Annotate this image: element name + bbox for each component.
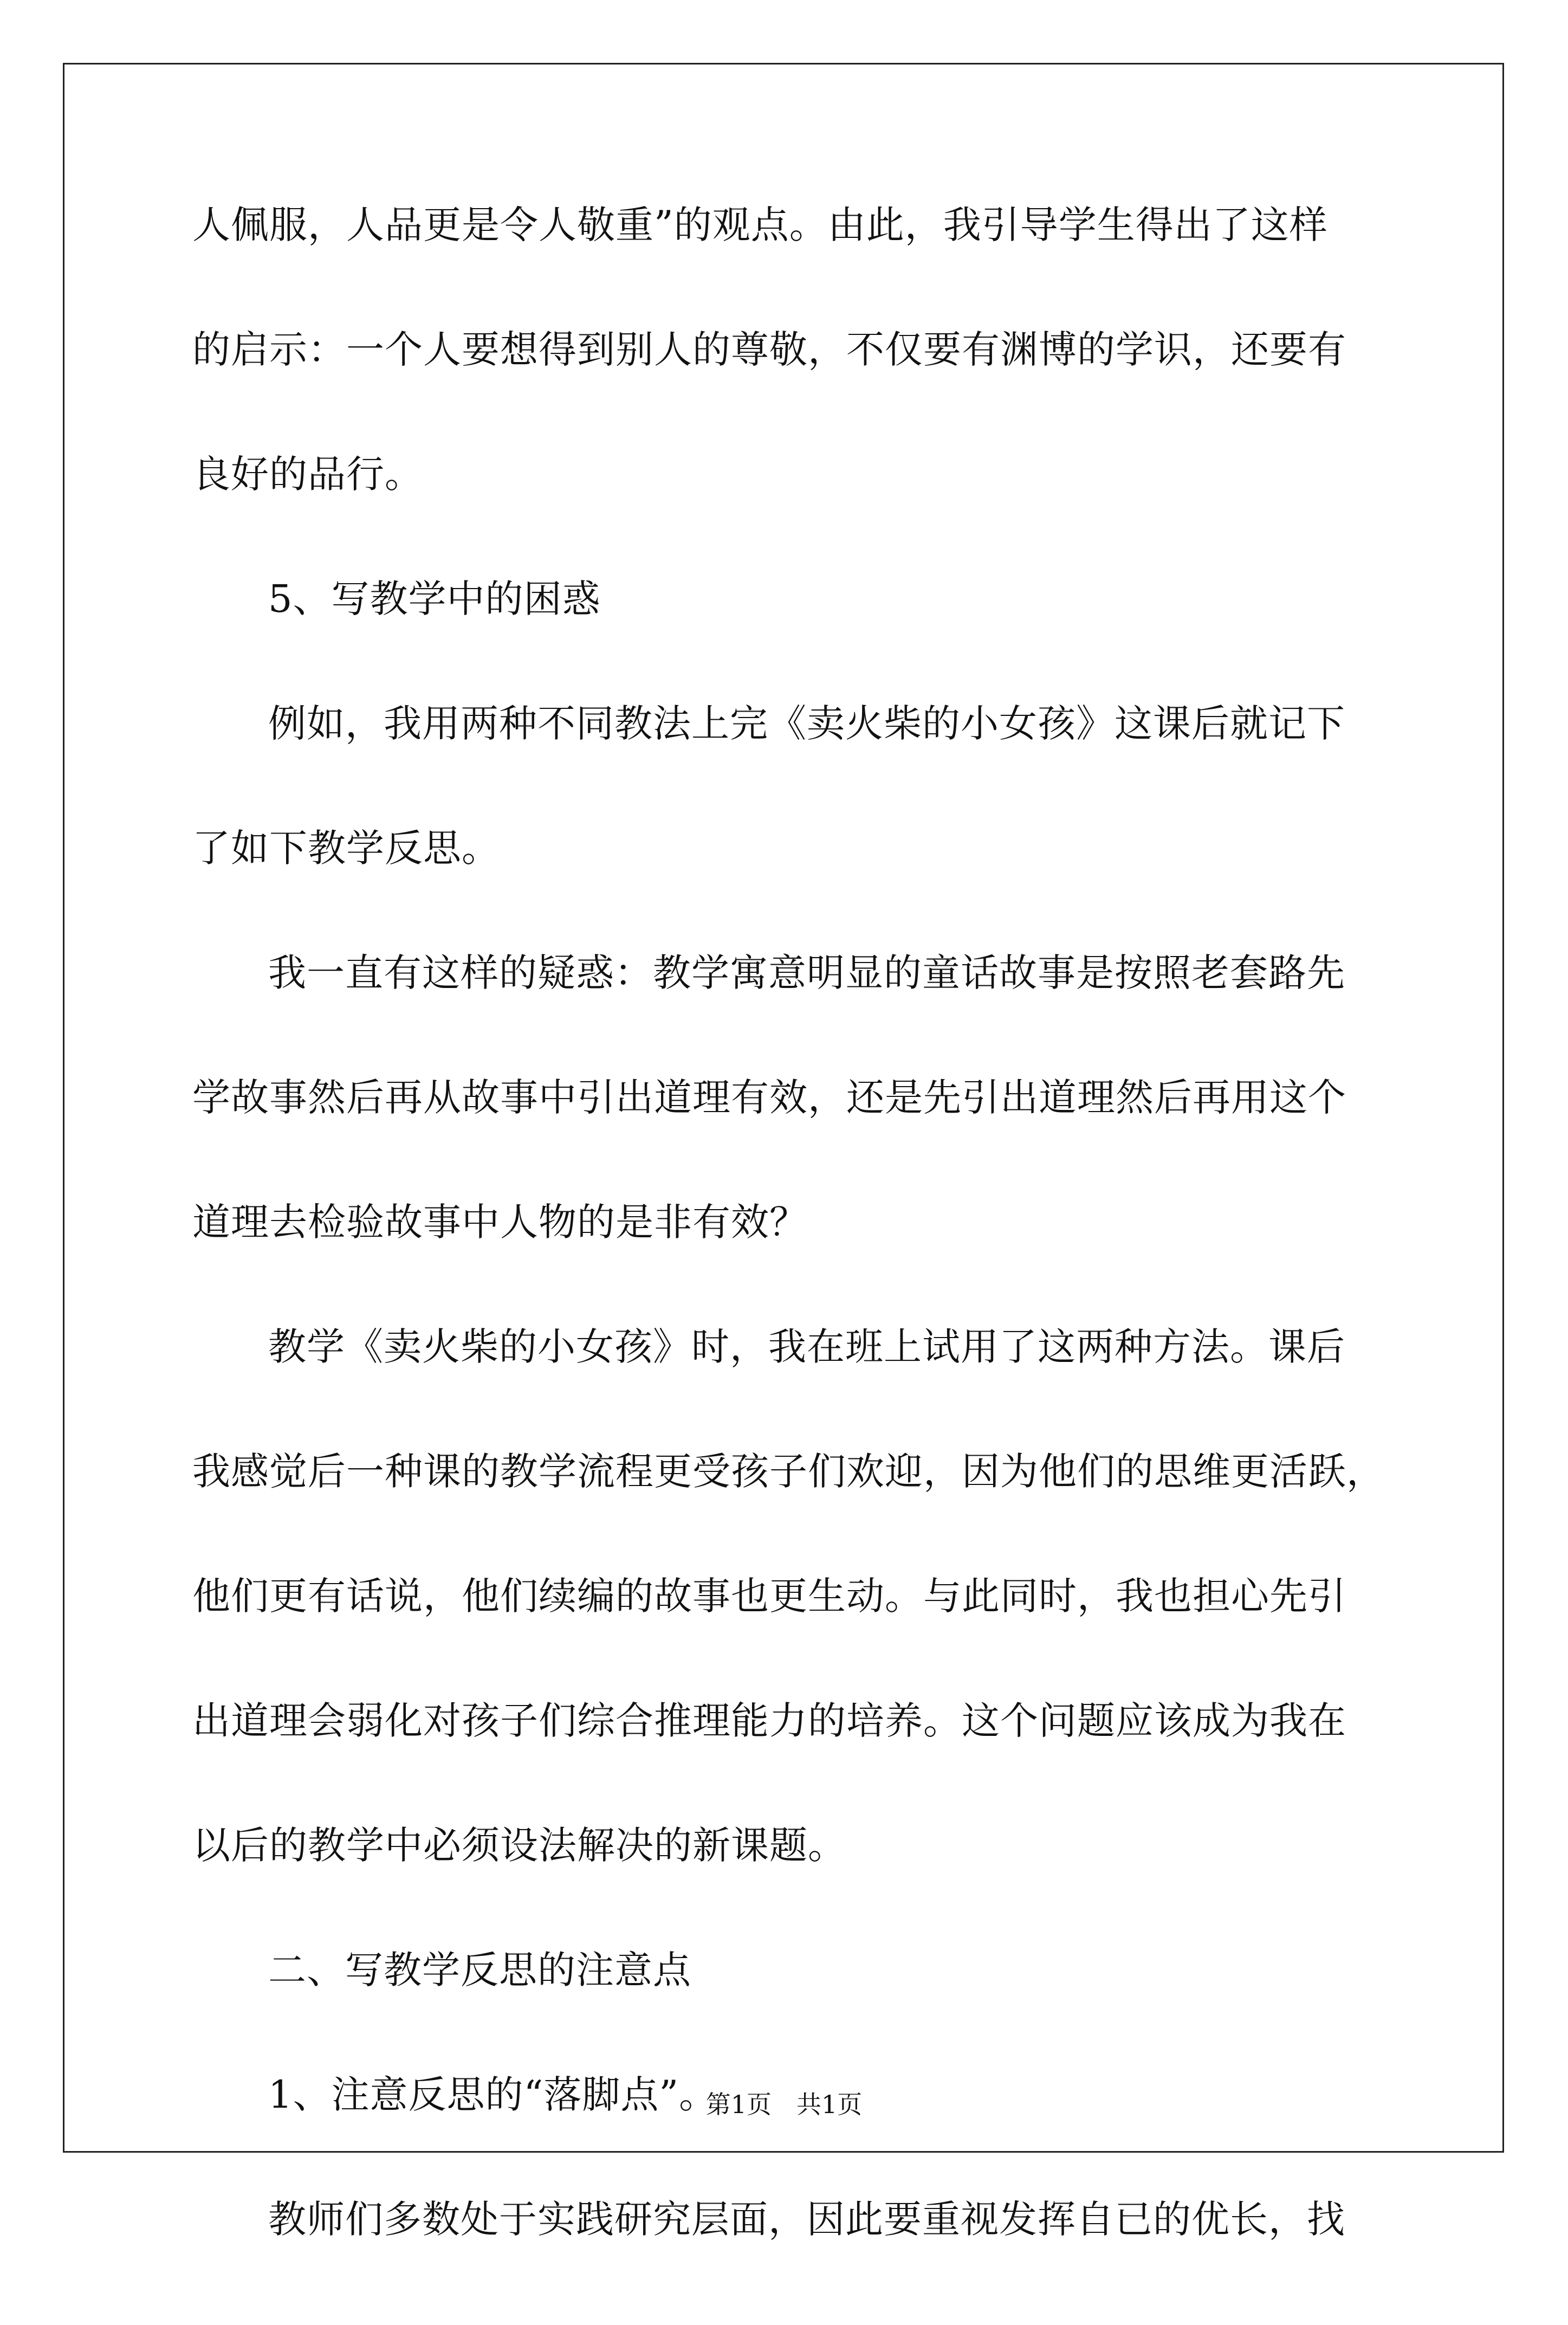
section-heading: 5、写教学中的困惑 <box>268 577 601 621</box>
page-footer: 第1页 共1页 <box>705 2090 863 2119</box>
subsection-heading: 1、注意反思的“落脚点”。 <box>268 2072 718 2117</box>
text-line: 他们更有话说，他们续编的故事也更生动。与此同时，我也担心先引 <box>192 1574 1346 1618</box>
text-line: 了如下教学反思。 <box>192 826 500 870</box>
text-line: 以后的教学中必须设法解决的新课题。 <box>192 1823 846 1868</box>
text-line: 例如，我用两种不同教法上完《卖火柴的小女孩》这课后就记下 <box>268 701 1345 746</box>
text-line: 学故事然后再从故事中引出道理有效，还是先引出道理然后再用这个 <box>192 1075 1346 1120</box>
text-line: 教师们多数处于实践研究层面，因此要重视发挥自已的优长，找 <box>268 2197 1345 2242</box>
text-line: 人佩服，人品更是令人敬重”的观点。由此，我引导学生得出了这样 <box>192 203 1328 247</box>
document-body <box>192 203 1385 2325</box>
text-line: 出道理会弱化对孩子们综合推理能力的培养。这个问题应该成为我在 <box>192 1698 1346 1743</box>
text-line: 我一直有这样的疑惑：教学寓意明显的童话故事是按照老套路先 <box>268 951 1345 995</box>
text-line: 教学《卖火柴的小女孩》时，我在班上试用了这两种方法。课后 <box>268 1325 1345 1369</box>
text-line: 良好的品行。 <box>192 452 423 496</box>
text-line: 的启示：一个人要想得到别人的尊敬，不仅要有渊博的学识，还要有 <box>192 327 1346 372</box>
text-line: 我感觉后一种课的教学流程更受孩子们欢迎，因为他们的思维更活跃， <box>192 1449 1385 1494</box>
section-heading: 二、写教学反思的注意点 <box>268 1948 691 1992</box>
text-line: 道理去检验故事中人物的是非有效？ <box>192 1200 808 1244</box>
